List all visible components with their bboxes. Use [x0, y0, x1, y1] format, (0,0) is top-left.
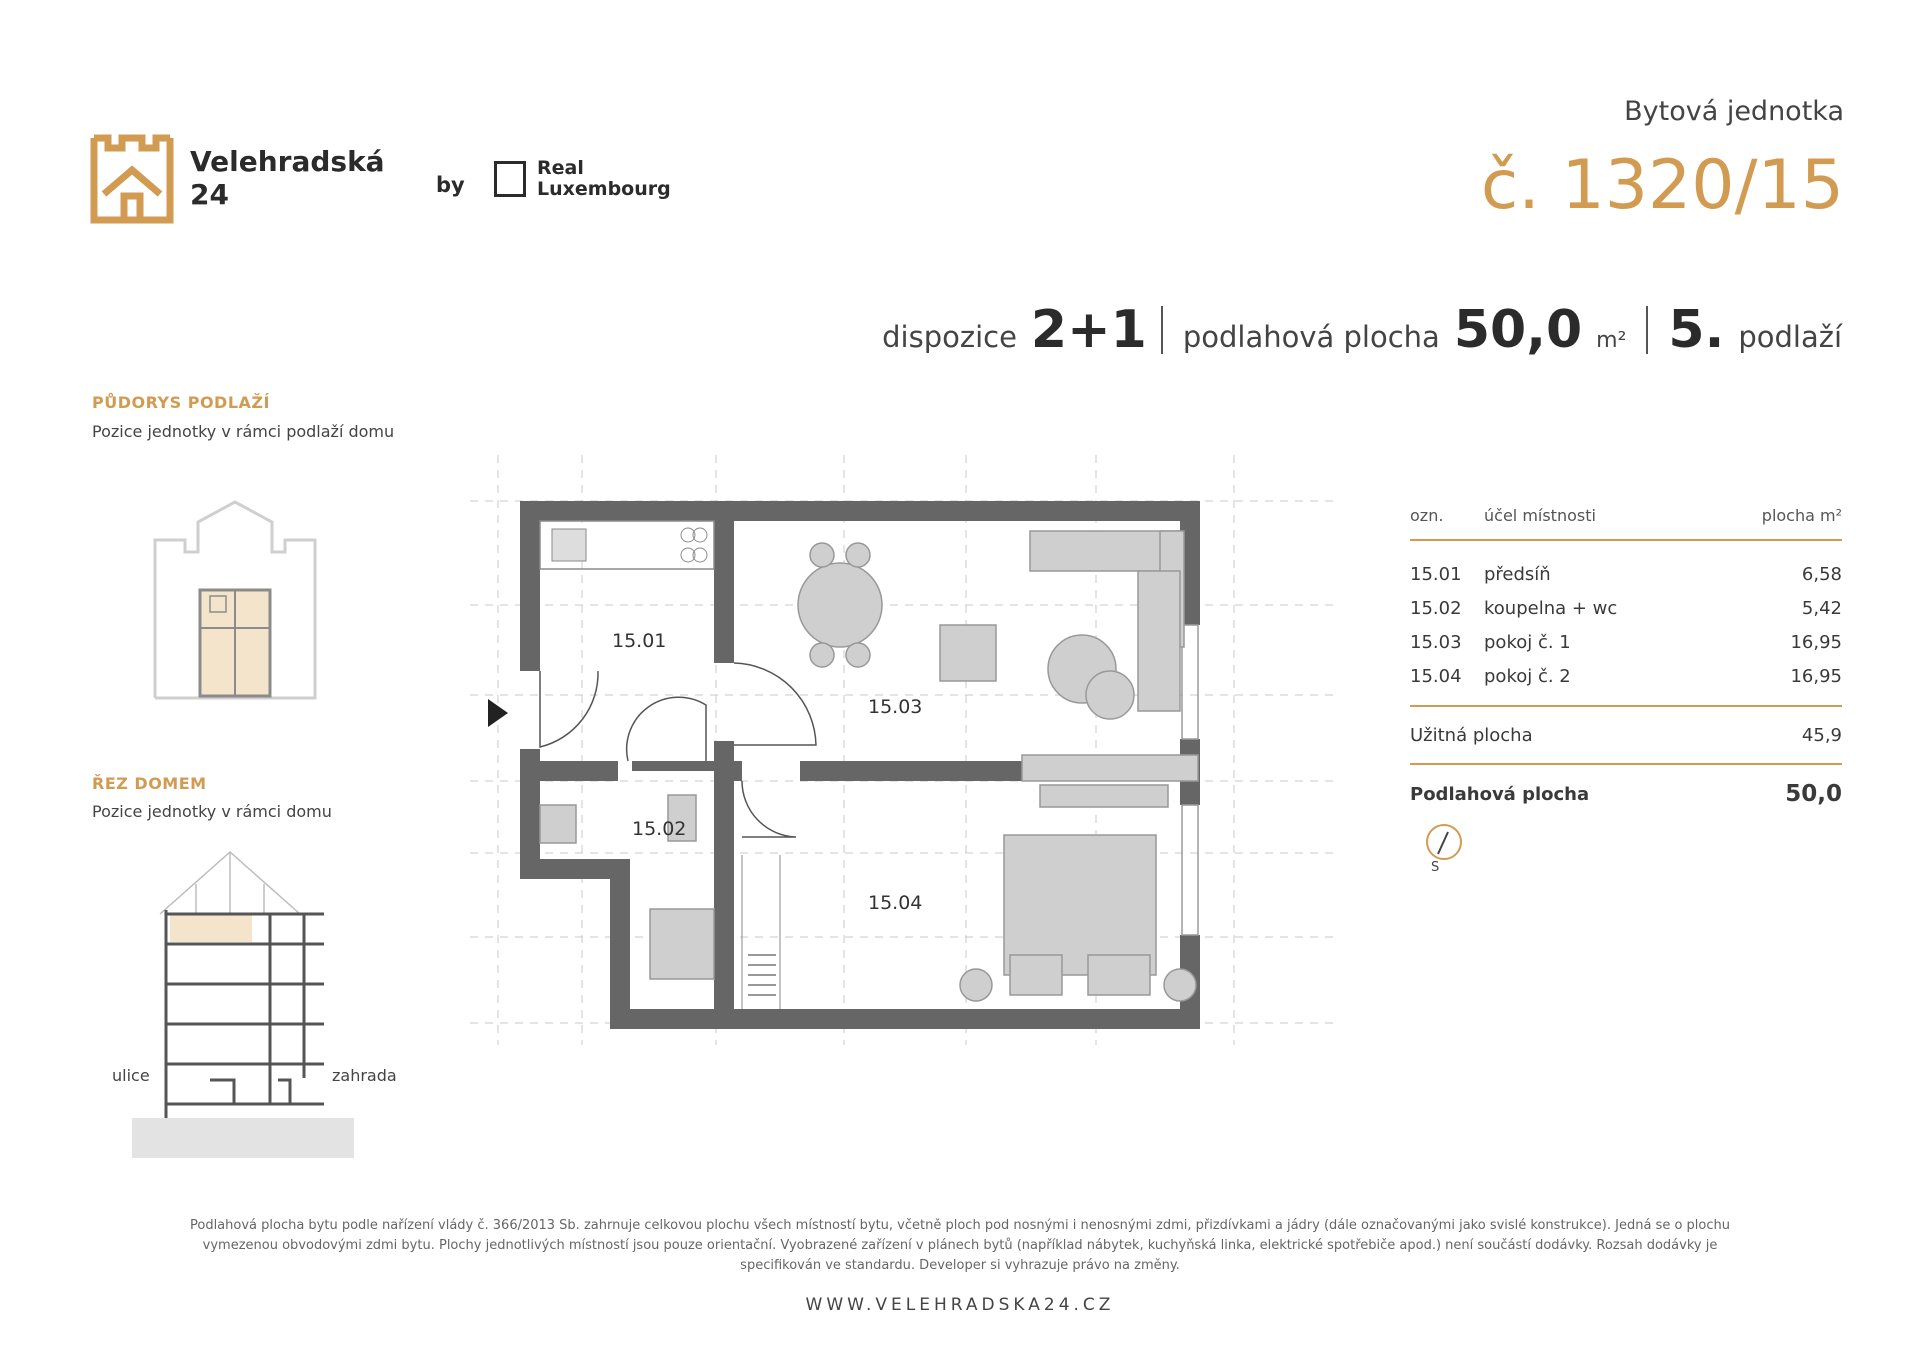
floor-value: 5. — [1668, 300, 1725, 360]
compass-label: S — [1431, 860, 1440, 875]
room-name: pokoj č. 2 — [1484, 665, 1571, 687]
room-area: 16,95 — [1790, 631, 1842, 653]
table-row — [1410, 625, 1842, 659]
by-label: by — [436, 173, 465, 197]
divider — [1646, 306, 1648, 354]
room-area: 5,42 — [1801, 597, 1842, 619]
brand-name-line2: 24 — [190, 178, 229, 211]
room-code: 15.02 — [1410, 597, 1462, 619]
unit-summary — [882, 300, 1842, 360]
room-name: pokoj č. 1 — [1484, 631, 1571, 653]
unit-number: č. 1320/15 — [1480, 146, 1844, 225]
room-table — [1410, 506, 1842, 823]
table-row — [1410, 659, 1842, 693]
room-name: koupelna + wc — [1484, 597, 1618, 619]
unit-kicker: Bytová jednotka — [1624, 96, 1844, 127]
room-code: 15.04 — [1410, 665, 1462, 687]
total-area-row — [1410, 765, 1842, 823]
partner-name-line2: Luxembourg — [537, 178, 671, 200]
table-row — [1410, 557, 1842, 591]
compass-icon — [1424, 822, 1468, 862]
usable-area-label: Užitná plocha — [1410, 724, 1533, 746]
apartment-floor-plan — [470, 455, 1340, 1045]
brand-logo-icon — [90, 134, 174, 224]
section-cut-title: ŘEZ DOMEM — [92, 774, 207, 793]
disclaimer-line3: specifikován ve standardu. Developer si vyhrazuje právo na změny. — [740, 1258, 1180, 1273]
header-name: účel místnosti — [1484, 506, 1596, 525]
usable-area-value: 45,9 — [1801, 724, 1842, 746]
partner-name — [537, 158, 671, 200]
table-row — [1410, 591, 1842, 625]
disclaimer-line2: vymezenou obvodovými zdmi bytu. Plochy jednotlivých místností jsou pouze orientační. Vyobrazené zařízení v plánech bytů (například nábytek, kuchyňská linka, elektrické spotřebiče apod.) není součástí dodávky. Rozsah dodávky je — [202, 1238, 1718, 1253]
total-area-label: Podlahová plocha — [1410, 783, 1590, 805]
brand-name — [190, 145, 385, 211]
website-link[interactable]: WWW.VELEHRADSKA24.CZ — [805, 1295, 1115, 1315]
partner-logo-icon — [494, 161, 526, 197]
garden-label: zahrada — [332, 1066, 397, 1085]
street-label: ulice — [112, 1066, 150, 1085]
floor-plan-section-subtitle: Pozice jednotky v rámci podlaží domu — [92, 422, 395, 441]
section-cut-diagram — [130, 848, 360, 1160]
dispozice-value: 2+1 — [1030, 300, 1147, 360]
header-code: ozn. — [1410, 506, 1444, 525]
total-area-value: 50,0 — [1785, 781, 1842, 807]
disclaimer-line1: Podlahová plocha bytu podle nařízení vlády č. 366/2013 Sb. zahrnuje celkovou plochu všech místností bytu, včetně ploch pod nosnými i nenosnými zdmi, přizdívkami a jádry (dále označovanými jako svislé konstrukce). Jedná se o plochu — [189, 1218, 1730, 1233]
divider — [1161, 306, 1163, 354]
disclaimer — [100, 1216, 1820, 1276]
floor-label: podlaží — [1738, 320, 1842, 354]
partner-name-line1: Real — [537, 157, 584, 179]
room-name: předsíň — [1484, 563, 1551, 585]
usable-area-row — [1410, 707, 1842, 765]
plocha-value: 50,0 — [1453, 300, 1583, 360]
room-label-15-04: 15.04 — [868, 892, 923, 914]
room-label-15-03: 15.03 — [868, 696, 923, 718]
room-label-15-01: 15.01 — [612, 630, 667, 652]
room-area: 16,95 — [1790, 665, 1842, 687]
plocha-unit: m² — [1596, 328, 1627, 353]
plocha-label: podlahová plocha — [1182, 320, 1440, 354]
room-code: 15.03 — [1410, 631, 1462, 653]
header-area: plocha m² — [1761, 506, 1842, 525]
table-header — [1410, 506, 1842, 541]
section-cut-subtitle: Pozice jednotky v rámci domu — [92, 802, 332, 821]
dispozice-label: dispozice — [882, 320, 1017, 354]
floor-plan-section-title: PŮDORYS PODLAŽÍ — [92, 393, 270, 412]
room-label-15-02: 15.02 — [632, 818, 687, 840]
room-code: 15.01 — [1410, 563, 1462, 585]
floor-position-diagram — [150, 500, 320, 700]
room-area: 6,58 — [1801, 563, 1842, 585]
brand-name-line1: Velehradská — [190, 145, 385, 178]
